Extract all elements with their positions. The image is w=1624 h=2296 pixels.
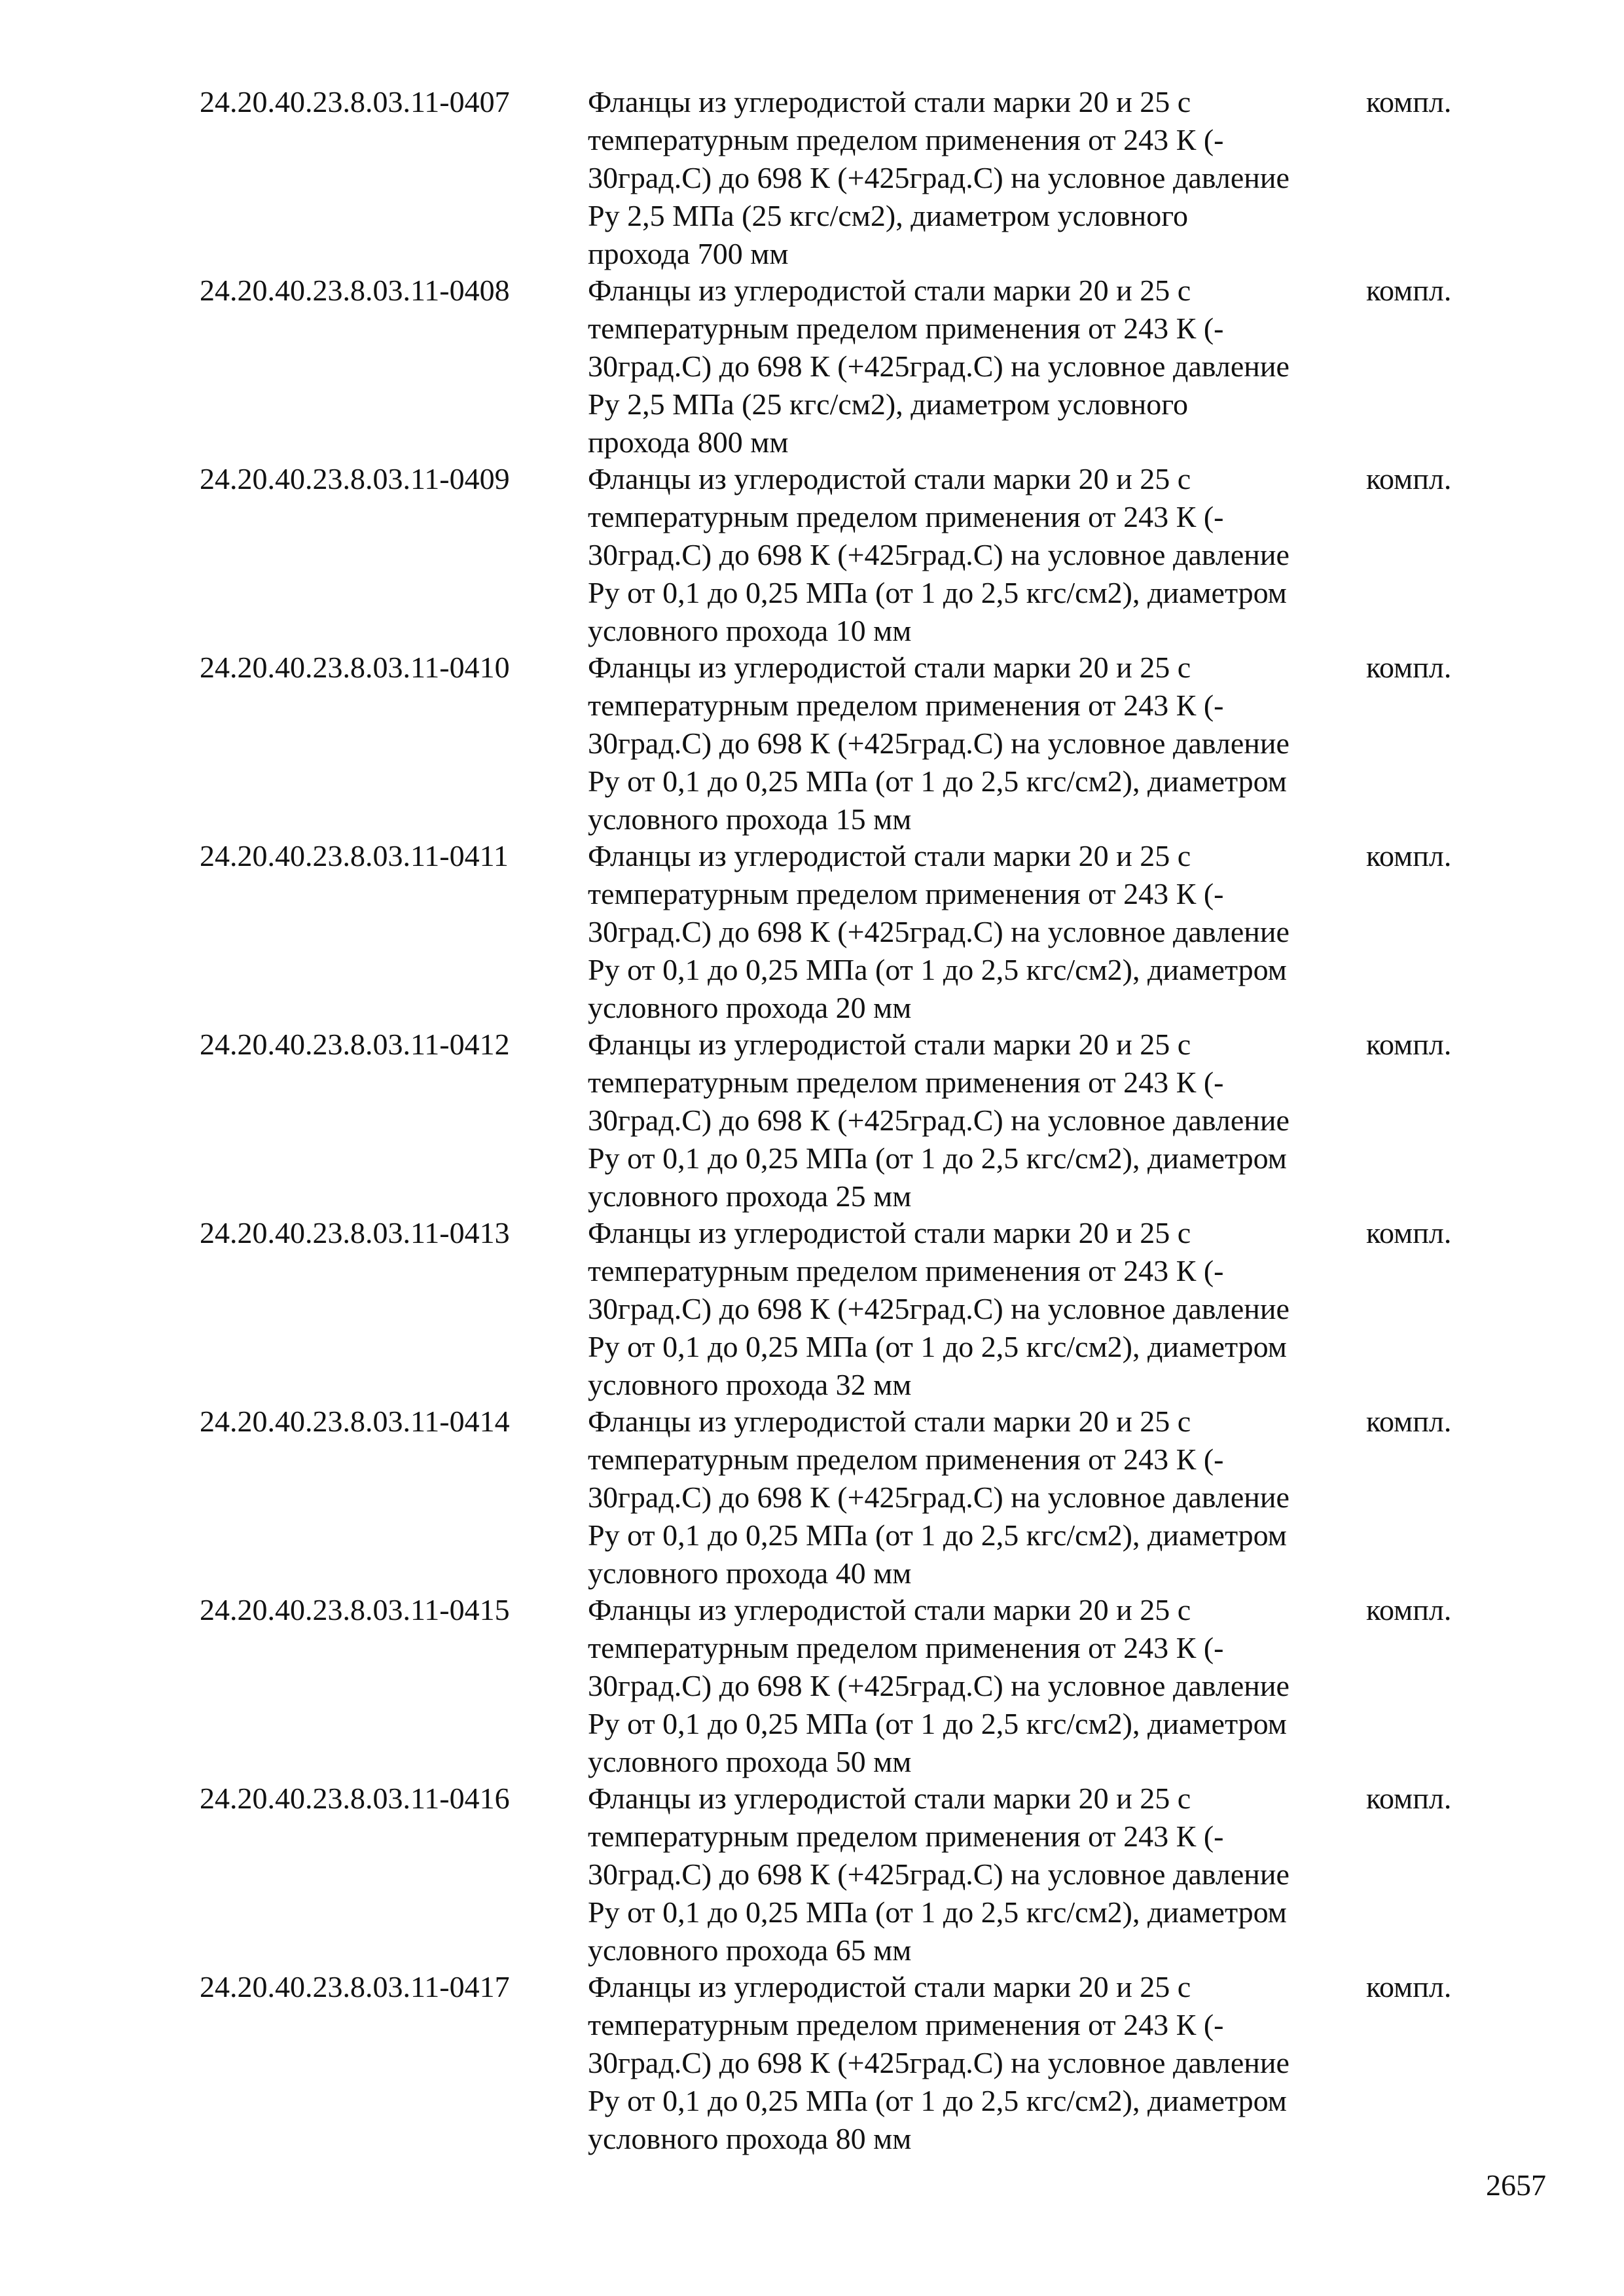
description-line: температурным пределом применения от 243 К (- <box>588 1066 1224 1099</box>
description-line: Фланцы из углеродистой стали марки 20 и 25 с <box>588 1782 1191 1815</box>
description-line: температурным пределом применения от 243 К (- <box>588 1443 1224 1476</box>
description-line: Ру 2,5 МПа (25 кгс/см2), диаметром условного <box>588 387 1188 421</box>
description-line: температурным пределом применения от 243 К (- <box>588 1631 1224 1664</box>
item-code: 24.20.40.23.8.03.11-0416 <box>200 1782 510 1815</box>
table-row <box>0 1214 1624 1403</box>
table-row <box>0 83 1624 272</box>
description-line: Фланцы из углеродистой стали марки 20 и 25 с <box>588 839 1191 872</box>
description-line: 30град.С) до 698 К (+425град.С) на условное давление <box>588 2046 1290 2079</box>
table-row <box>0 272 1624 460</box>
item-description <box>588 83 1380 273</box>
table-row <box>0 649 1624 837</box>
item-unit: компл. <box>1366 1216 1452 1249</box>
item-unit: компл. <box>1366 839 1452 872</box>
item-code: 24.20.40.23.8.03.11-0409 <box>200 462 510 495</box>
description-line: Фланцы из углеродистой стали марки 20 и 25 с <box>588 1216 1191 1249</box>
description-line: Ру от 0,1 до 0,25 МПа (от 1 до 2,5 кгс/см2), диаметром <box>588 1707 1287 1740</box>
table-row <box>0 1780 1624 1968</box>
item-unit: компл. <box>1366 651 1452 684</box>
item-unit: компл. <box>1366 1028 1452 1061</box>
description-line: прохода 700 мм <box>588 237 789 270</box>
description-line: Ру от 0,1 до 0,25 МПа (от 1 до 2,5 кгс/см2), диаметром <box>588 1518 1287 1552</box>
item-description <box>588 1026 1380 1215</box>
description-line: условного прохода 15 мм <box>588 802 912 836</box>
item-code: 24.20.40.23.8.03.11-0407 <box>200 85 510 118</box>
description-line: Ру от 0,1 до 0,25 МПа (от 1 до 2,5 кгс/см2), диаметром <box>588 576 1287 609</box>
item-unit: компл. <box>1366 1970 1452 2003</box>
description-line: Фланцы из углеродистой стали марки 20 и 25 с <box>588 274 1191 307</box>
description-line: 30град.С) до 698 К (+425град.С) на условное давление <box>588 1669 1290 1702</box>
table-row <box>0 460 1624 649</box>
table-row <box>0 1591 1624 1780</box>
description-line: Фланцы из углеродистой стали марки 20 и 25 с <box>588 1405 1191 1438</box>
description-line: прохода 800 мм <box>588 425 789 459</box>
item-unit: компл. <box>1366 274 1452 307</box>
item-code: 24.20.40.23.8.03.11-0413 <box>200 1216 510 1249</box>
description-line: 30град.С) до 698 К (+425град.С) на условное давление <box>588 1480 1290 1514</box>
description-line: условного прохода 10 мм <box>588 614 912 647</box>
description-line: 30град.С) до 698 К (+425град.С) на условное давление <box>588 1857 1290 1891</box>
item-code: 24.20.40.23.8.03.11-0415 <box>200 1593 510 1626</box>
description-line: Ру от 0,1 до 0,25 МПа (от 1 до 2,5 кгс/см2), диаметром <box>588 1141 1287 1175</box>
description-line: температурным пределом применения от 243 К (- <box>588 1254 1224 1287</box>
description-line: Фланцы из углеродистой стали марки 20 и 25 с <box>588 1970 1191 2003</box>
table-row <box>0 1968 1624 2157</box>
price-list-table <box>0 83 1624 2157</box>
item-description <box>588 1591 1380 1781</box>
description-line: условного прохода 40 мм <box>588 1556 912 1590</box>
item-unit: компл. <box>1366 85 1452 118</box>
description-line: температурным пределом применения от 243 К (- <box>588 312 1224 345</box>
item-unit: компл. <box>1366 1593 1452 1626</box>
description-line: Фланцы из углеродистой стали марки 20 и 25 с <box>588 85 1191 118</box>
item-unit: компл. <box>1366 1782 1452 1815</box>
description-line: условного прохода 20 мм <box>588 991 912 1024</box>
description-line: 30град.С) до 698 К (+425град.С) на условное давление <box>588 915 1290 948</box>
item-unit: компл. <box>1366 1405 1452 1438</box>
item-code: 24.20.40.23.8.03.11-0414 <box>200 1405 510 1438</box>
item-description <box>588 1214 1380 1404</box>
description-line: условного прохода 32 мм <box>588 1368 912 1401</box>
description-line: Ру от 0,1 до 0,25 МПа (от 1 до 2,5 кгс/см2), диаметром <box>588 953 1287 986</box>
item-description <box>588 1403 1380 1592</box>
item-description <box>588 1780 1380 1969</box>
description-line: температурным пределом применения от 243 К (- <box>588 500 1224 533</box>
description-line: Ру от 0,1 до 0,25 МПа (от 1 до 2,5 кгс/см2), диаметром <box>588 1330 1287 1363</box>
description-line: 30град.С) до 698 К (+425град.С) на условное давление <box>588 726 1290 760</box>
description-line: Фланцы из углеродистой стали марки 20 и 25 с <box>588 462 1191 495</box>
table-row <box>0 1403 1624 1591</box>
description-line: Ру 2,5 МПа (25 кгс/см2), диаметром условного <box>588 199 1188 232</box>
description-line: условного прохода 80 мм <box>588 2122 912 2155</box>
item-description <box>588 837 1380 1027</box>
description-line: Фланцы из углеродистой стали марки 20 и 25 с <box>588 1028 1191 1061</box>
description-line: температурным пределом применения от 243 К (- <box>588 123 1224 156</box>
description-line: 30град.С) до 698 К (+425град.С) на условное давление <box>588 161 1290 194</box>
description-line: 30град.С) до 698 К (+425град.С) на условное давление <box>588 1292 1290 1325</box>
description-line: 30град.С) до 698 К (+425град.С) на условное давление <box>588 1103 1290 1137</box>
table-row <box>0 837 1624 1026</box>
item-code: 24.20.40.23.8.03.11-0412 <box>200 1028 510 1061</box>
item-unit: компл. <box>1366 462 1452 495</box>
description-line: температурным пределом применения от 243 К (- <box>588 1820 1224 1853</box>
description-line: Ру от 0,1 до 0,25 МПа (от 1 до 2,5 кгс/см2), диаметром <box>588 764 1287 798</box>
page-number: 2657 <box>1486 2168 1546 2202</box>
description-line: 30град.С) до 698 К (+425град.С) на условное давление <box>588 350 1290 383</box>
item-description <box>588 649 1380 838</box>
item-code: 24.20.40.23.8.03.11-0408 <box>200 274 510 307</box>
description-line: Ру от 0,1 до 0,25 МПа (от 1 до 2,5 кгс/см2), диаметром <box>588 1895 1287 1929</box>
item-code: 24.20.40.23.8.03.11-0410 <box>200 651 510 684</box>
description-line: Фланцы из углеродистой стали марки 20 и 25 с <box>588 651 1191 684</box>
description-line: условного прохода 50 мм <box>588 1745 912 1778</box>
item-code: 24.20.40.23.8.03.11-0411 <box>200 839 509 872</box>
table-row <box>0 1026 1624 1214</box>
item-description <box>588 1968 1380 2158</box>
description-line: Фланцы из углеродистой стали марки 20 и 25 с <box>588 1593 1191 1626</box>
description-line: условного прохода 25 мм <box>588 1179 912 1213</box>
description-line: Ру от 0,1 до 0,25 МПа (от 1 до 2,5 кгс/см2), диаметром <box>588 2084 1287 2117</box>
description-line: температурным пределом применения от 243 К (- <box>588 689 1224 722</box>
description-line: 30град.С) до 698 К (+425град.С) на условное давление <box>588 538 1290 571</box>
description-line: температурным пределом применения от 243 К (- <box>588 877 1224 910</box>
item-description <box>588 272 1380 461</box>
item-code: 24.20.40.23.8.03.11-0417 <box>200 1970 510 2003</box>
description-line: температурным пределом применения от 243 К (- <box>588 2008 1224 2041</box>
item-description <box>588 460 1380 650</box>
description-line: условного прохода 65 мм <box>588 1933 912 1967</box>
